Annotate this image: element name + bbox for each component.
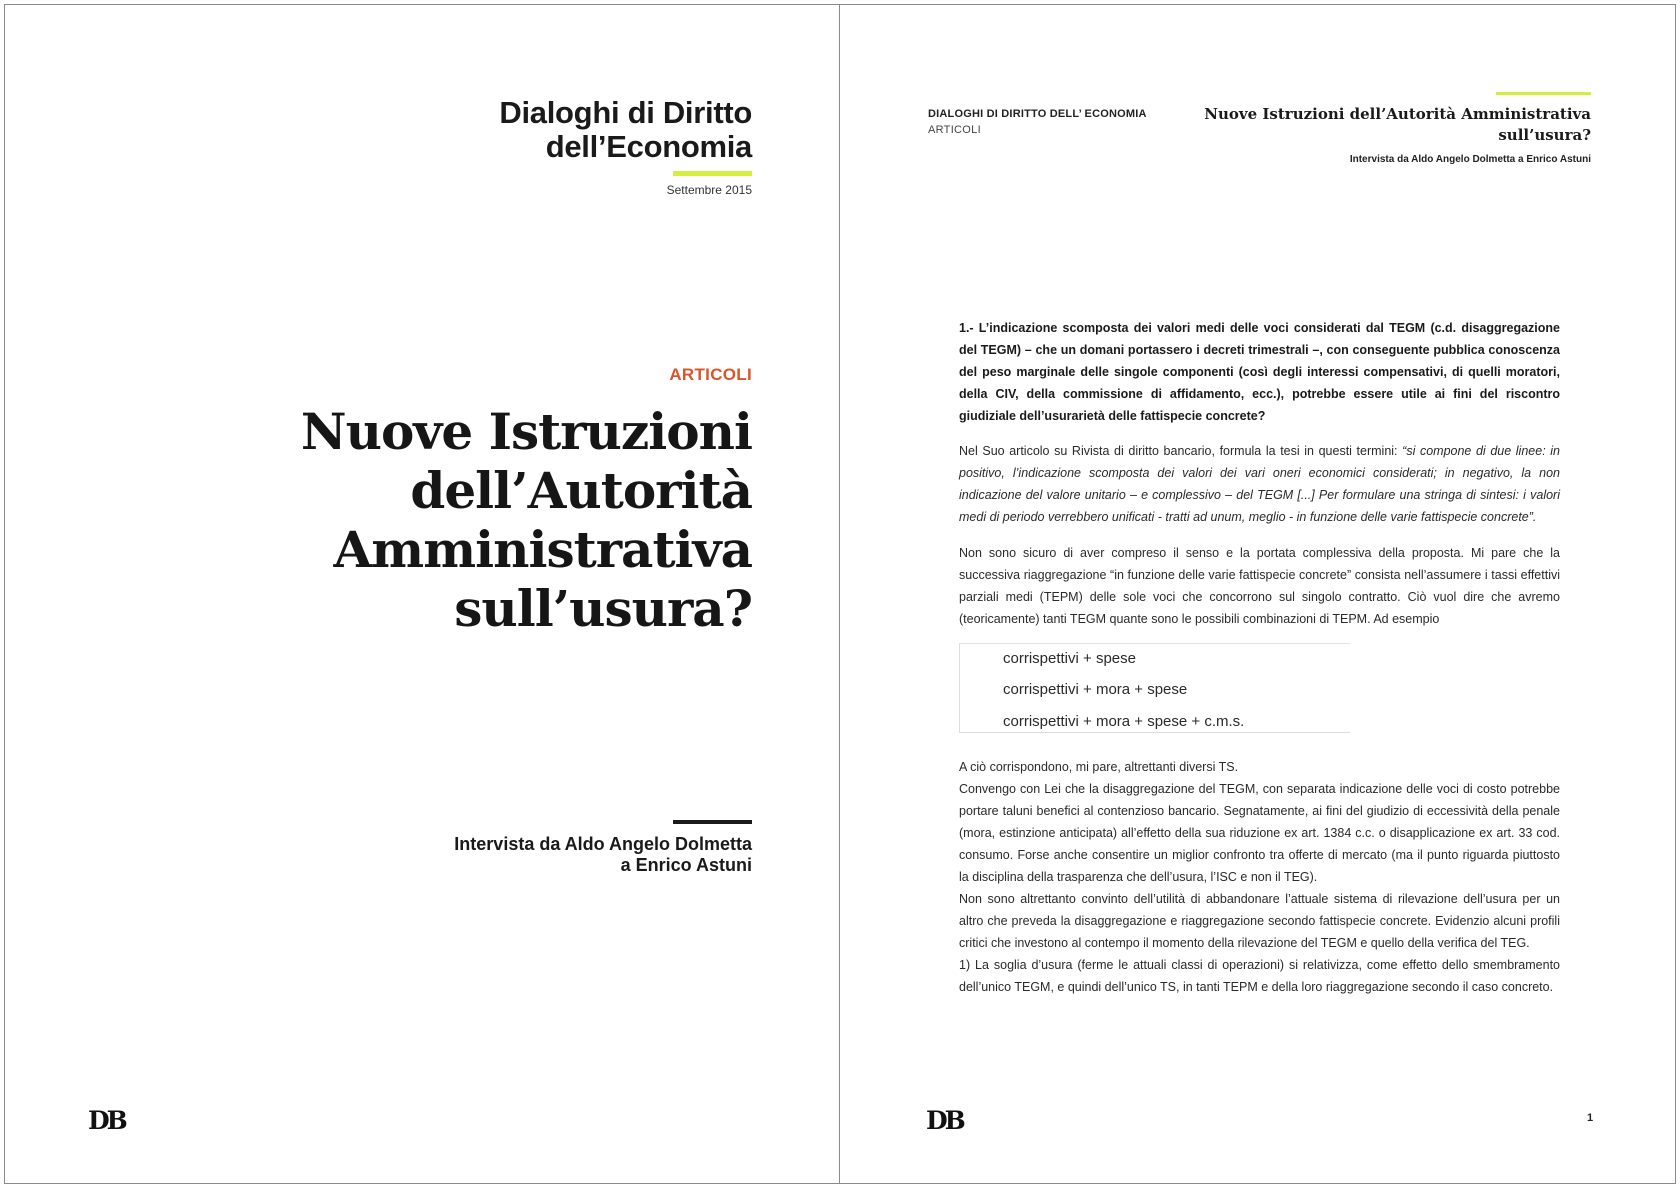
paragraph: Convengo con Lei che la disaggregazione del TEGM, con separata indicazione delle voci di costo potrebbe portare taluni benefici al contenzioso bancario. Segnatamente, ai fini del giudizio di eccessività della penale (mora, estinzione anticipata) all’effetto della sua riduzione ex art. 1384 c.c. o disapplicazione ex art. 33 cod. consumo. Forse anche consentire un miglior confronto tra offerte di mercato (ma il punto riguarda piuttosto la disciplina della trasparenza che dell’usura, l’ISC e non il TEG). <box>959 782 1560 884</box>
author-rule <box>673 820 752 824</box>
running-head-journal: DIALOGHI DI DIRITTO DELL’ ECONOMIA <box>928 108 1147 120</box>
db-logo: DB <box>88 1106 125 1135</box>
formula-line: corrispettivi + mora + spese <box>1003 681 1188 698</box>
page-number: 1 <box>1587 1112 1594 1124</box>
interview-credit <box>454 834 752 876</box>
article-title <box>301 402 752 638</box>
running-head-title-line-1: Nuove Istruzioni dell’Autorità Amministrativa <box>1204 105 1591 123</box>
paragraph: A ciò corrispondono, mi pare, altrettanti diversi TS. <box>959 760 1239 774</box>
answer-body <box>959 756 1560 998</box>
formula-line: corrispettivi + mora + spese + c.m.s. <box>1003 713 1245 730</box>
paragraph: Non sono sicuro di aver compreso il senso e la portata complessiva della proposta. Mi pare che la successiva riaggregazione “in funzione delle varie fattispecie concrete” consista nell’assumere i tassi effettivi parziali medi (TEPM) delle sole voci che concorrono sul singolo contratto. Ciò vuol dire che avremo (teoricamente) tanti TEGM quante sono le possibili combinazioni di TEPM. Ad esempio <box>959 546 1560 626</box>
formula-line: corrispettivi + spese <box>1003 650 1136 667</box>
running-head-title-line-2: sull’usura? <box>1498 126 1591 144</box>
citation-intro: Nel Suo articolo su Rivista di diritto bancario, formula la tesi in questi termini: <box>959 444 1403 458</box>
article-title-line-4: sull’usura? <box>454 579 752 638</box>
article-title-line-2: dell’Autorità <box>410 461 752 520</box>
running-head-section: ARTICOLI <box>928 124 981 136</box>
paragraph: Non sono altrettanto convinto dell’utilità di abbandonare l’attuale sistema di rilevazione dell’usura per un altro che preveda la disaggregazione e riaggregazione secondo fattispecie concrete. Evidenzio alcuni profili critici che investono al contempo il momento della rilevazione del TEGM e quello della verifica del TEG. <box>959 892 1560 950</box>
page-divider <box>839 4 840 1184</box>
journal-title-line-2: dell’Economia <box>545 129 752 164</box>
db-logo: DB <box>926 1106 963 1135</box>
accent-rule <box>673 171 752 176</box>
paragraph-citation <box>959 440 1560 528</box>
journal-title-line-1: Dialoghi di Diritto <box>499 95 752 130</box>
running-head-authors: Intervista da Aldo Angelo Dolmetta a Enrico Astuni <box>1349 154 1591 165</box>
issue-date: Settembre 2015 <box>666 183 752 197</box>
citation-quote: “si compone di due linee: in positivo, l’indicazione scomposta dei valori dei vari oneri economici considerati; in negativo, la non indicazione del valore unitario – e complessivo – del TEGM [...] Per formulare una stringa di sintesi: i valori medi di periodo verrebbero unificati - tratti ad unum, meglio - in funzione delle varie fattispecie concrete”. <box>959 444 1560 524</box>
interview-line-2: a Enrico Astuni <box>620 855 752 875</box>
running-head-title <box>1204 104 1591 146</box>
article-title-line-3: Amministrativa <box>333 520 752 579</box>
paragraph: 1) La soglia d’usura (ferme le attuali classi di operazioni) si relativizza, come effetto dello smembramento dell’unico TEGM, e quindi dell’unico TS, in tanti TEPM e della loro riaggregazione secondo il caso concreto. <box>959 958 1560 994</box>
section-label: ARTICOLI <box>669 365 752 384</box>
interview-line-1: Intervista da Aldo Angelo Dolmetta <box>454 834 752 854</box>
journal-title <box>499 96 752 164</box>
article-title-line-1: Nuove Istruzioni <box>300 402 752 461</box>
accent-rule <box>1496 92 1591 95</box>
interview-question: 1.- L’indicazione scomposta dei valori medi delle voci considerati dal TEGM (c.d. disaggregazione del TEGM) – che un domani portassero i decreti trimestrali –, con conseguente pubblica conoscenza del peso marginale delle singole componenti (così degli interessi compensativi, di quelli moratori, della CIV, della commissione di affidamento, ecc.), potrebbe essere utile ai fini del riscontro giudiziale dell’usurarietà delle fattispecie concrete? <box>959 321 1560 423</box>
